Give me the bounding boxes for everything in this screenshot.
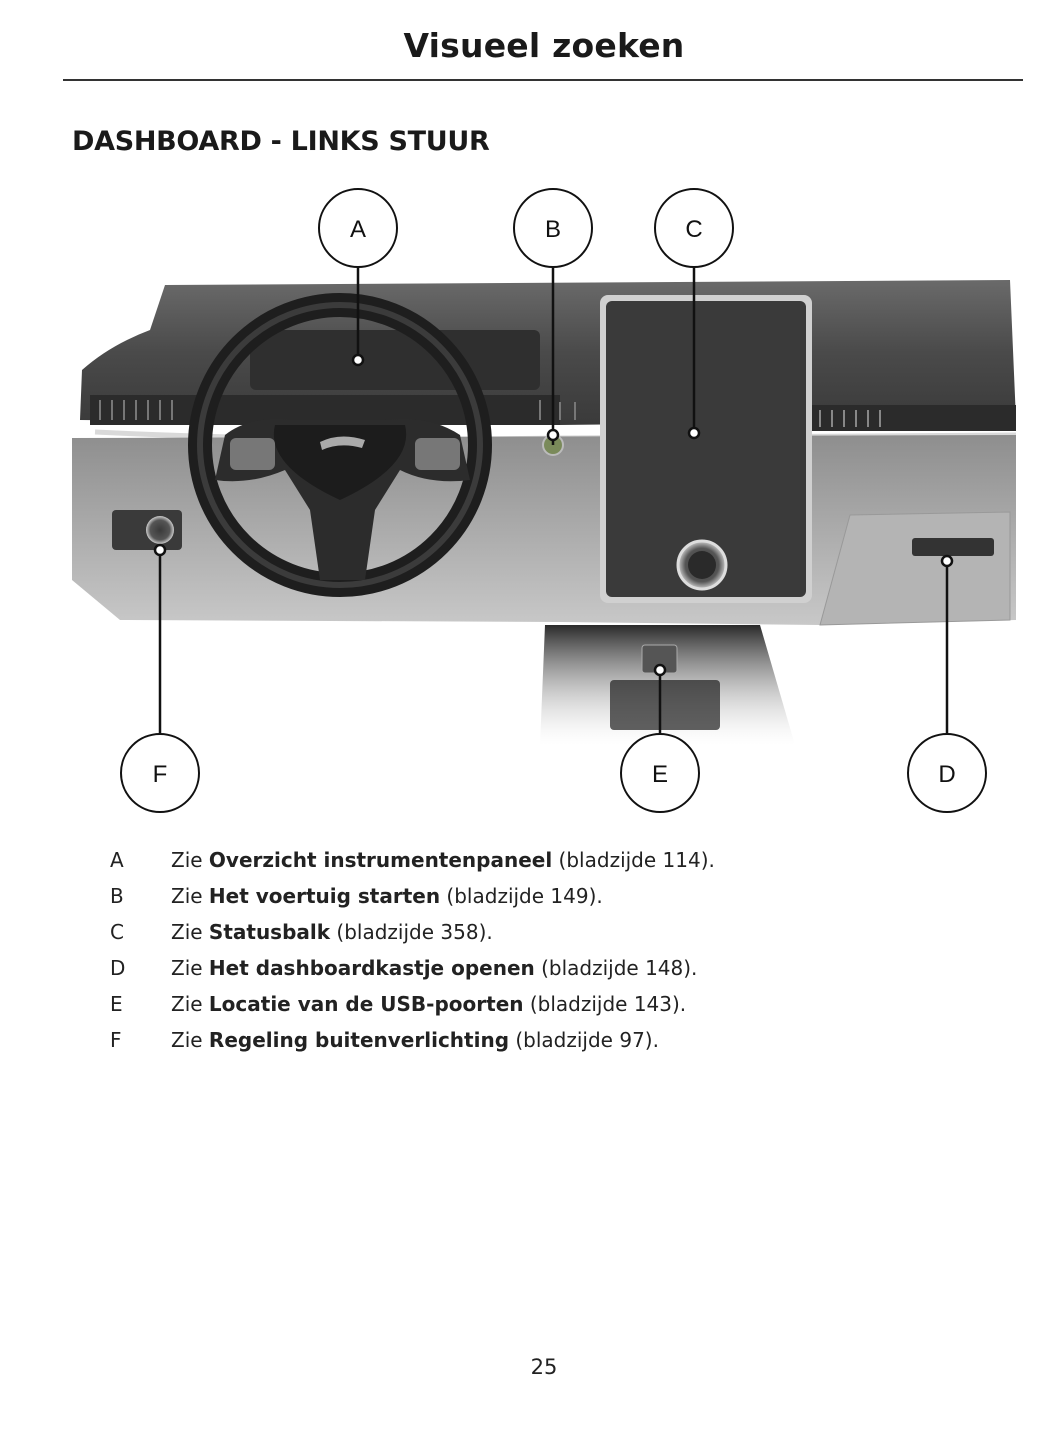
callout-dot-c — [689, 428, 699, 438]
legend-text: Zie Statusbalk (bladzijde 358). — [171, 920, 493, 944]
legend-link[interactable]: Het voertuig starten — [208, 884, 441, 908]
vent-right — [810, 405, 1016, 431]
legend-letter: D — [110, 956, 126, 980]
legend-letter: E — [110, 992, 123, 1016]
legend-row — [0, 950, 1056, 986]
callout-label-d: D — [938, 761, 956, 788]
callout-dot-f — [155, 545, 165, 555]
callout-dot-b — [548, 430, 558, 440]
callout-dot-d — [942, 556, 952, 566]
legend-text: Zie Regeling buitenverlichting (bladzijde 97). — [171, 1028, 659, 1052]
legend-row — [0, 878, 1056, 914]
callout-label-a: A — [349, 216, 367, 243]
callout-label-f: F — [152, 761, 168, 788]
instrument-cluster — [250, 330, 540, 390]
legend-letter: C — [110, 920, 124, 944]
glovebox — [820, 512, 1010, 625]
legend-text: Zie Overzicht instrumentenpaneel (bladzijde 114). — [171, 848, 715, 872]
legend-row — [0, 1022, 1056, 1058]
legend-row — [0, 986, 1056, 1022]
callout-label-b: B — [544, 216, 562, 243]
legend-link[interactable]: Overzicht instrumentenpaneel — [208, 848, 553, 872]
light-switch-icon — [146, 516, 174, 544]
callout-dot-e — [655, 665, 665, 675]
legend-link[interactable]: Het dashboardkastje openen — [208, 956, 535, 980]
title-divider — [63, 79, 1023, 81]
legend-text: Zie Locatie van de USB-poorten (bladzijde 143). — [171, 992, 687, 1016]
legend-letter: B — [110, 884, 124, 908]
section-heading: DASHBOARD - LINKS STUUR — [72, 126, 490, 157]
center-touchscreen — [600, 295, 812, 603]
callout-dot-a — [353, 355, 363, 365]
callout-label-e: E — [651, 761, 669, 788]
legend-link[interactable]: Statusbalk — [208, 920, 331, 944]
legend-link[interactable]: Locatie van de USB-poorten — [208, 992, 524, 1016]
page-number: 25 — [530, 1355, 558, 1379]
legend-letter: F — [110, 1028, 122, 1052]
dashboard-illustration — [0, 180, 1056, 830]
legend-row — [0, 842, 1056, 878]
callout-label-c: C — [685, 216, 703, 243]
legend-text: Zie Het dashboardkastje openen (bladzijde 148). — [171, 956, 698, 980]
legend-link[interactable]: Regeling buitenverlichting — [208, 1028, 510, 1052]
legend-letter: A — [110, 848, 124, 872]
page-title: Visueel zoeken — [403, 26, 685, 65]
legend-row — [0, 914, 1056, 950]
glovebox-handle-icon — [912, 538, 994, 556]
legend-text: Zie Het voertuig starten (bladzijde 149). — [171, 884, 603, 908]
